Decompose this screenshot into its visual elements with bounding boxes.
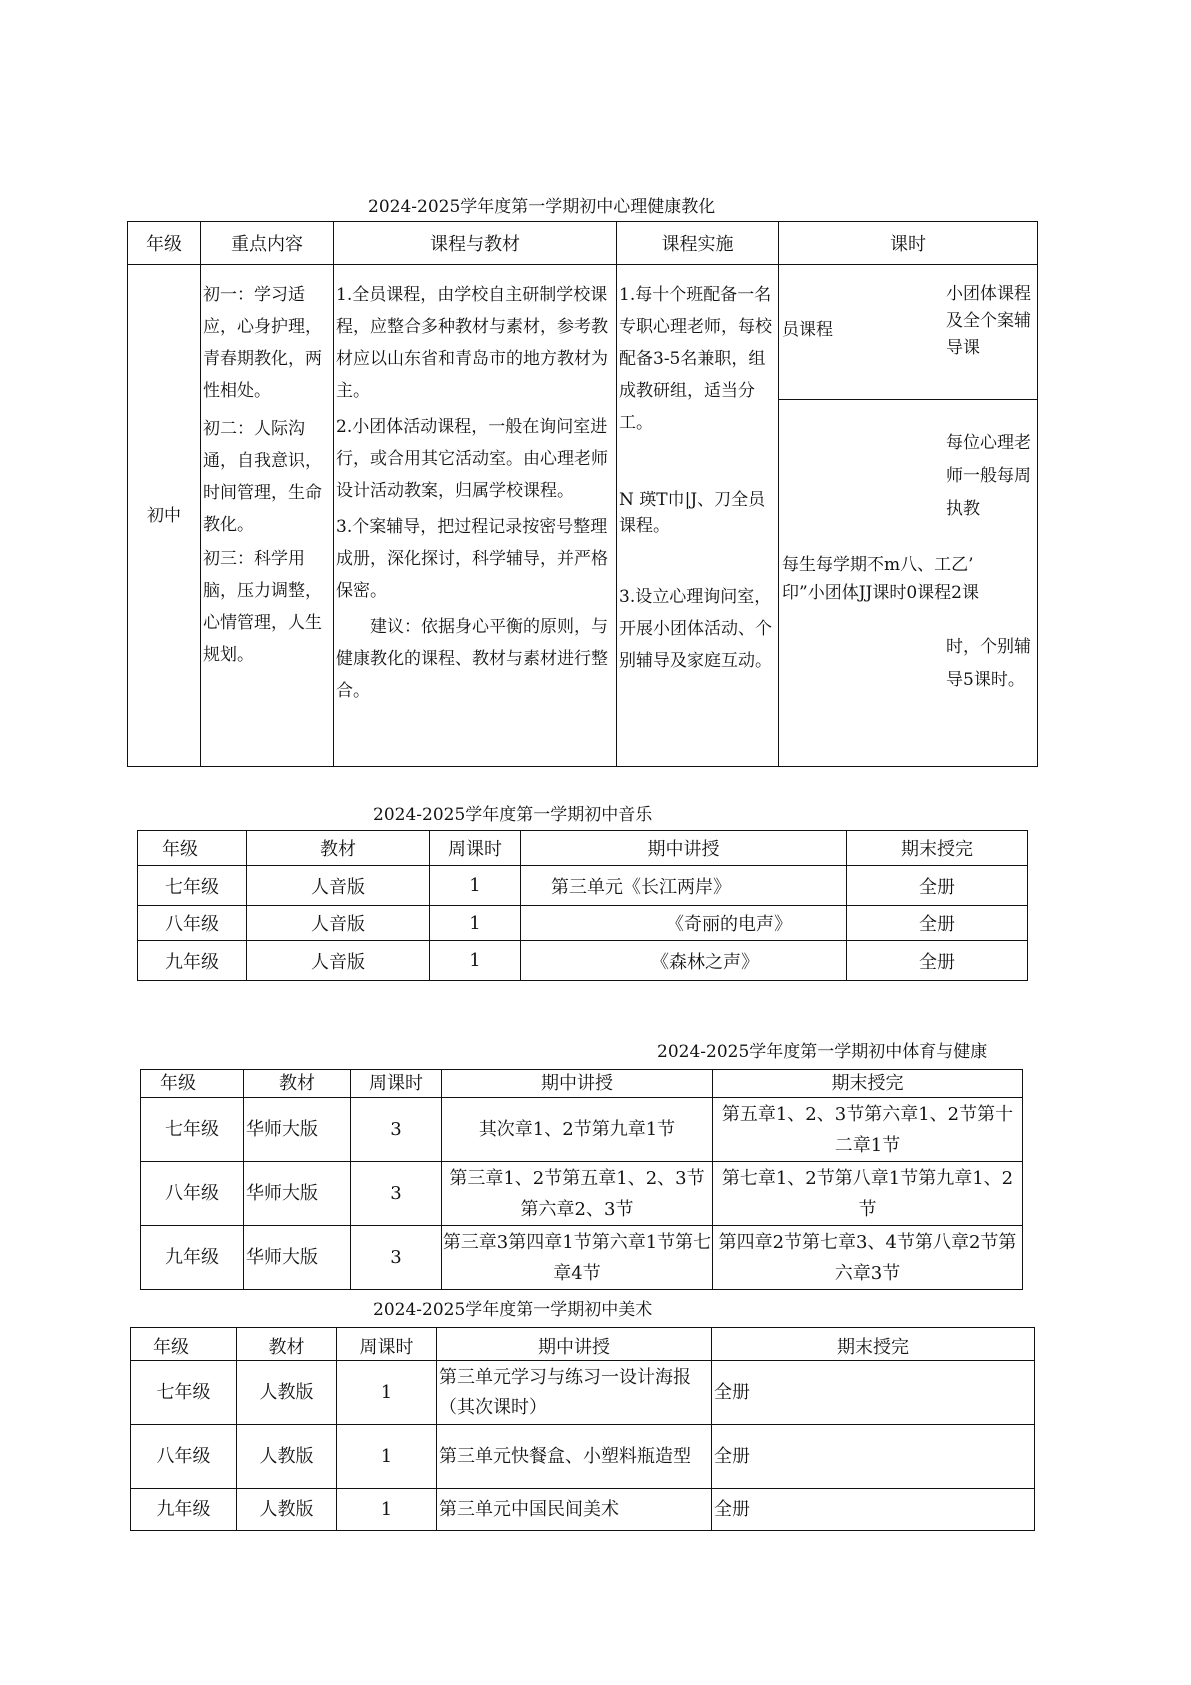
hours-top — [779, 265, 1037, 400]
table-row — [138, 866, 1028, 906]
hours-bottom-right: 时，个别辅导5课时。 — [946, 637, 1031, 690]
textbook-cell: 人音版 — [247, 906, 430, 941]
psych-title: 2024-2025学年度第一学期初中心理健康教化 — [368, 197, 716, 217]
weekly-hours-cell: 3 — [351, 1098, 442, 1162]
grade-label: 初中 — [147, 505, 181, 526]
midterm-cell: 第三章3第四章1节第六章1节第七章4节 — [442, 1226, 713, 1290]
curriculum-cell — [334, 265, 617, 767]
textbook-cell: 华师大版 — [244, 1226, 351, 1290]
weekly-hours-cell: 3 — [351, 1162, 442, 1226]
textbook-cell: 人教版 — [237, 1425, 337, 1489]
textbook-cell: 人教版 — [237, 1489, 337, 1531]
table-row — [131, 1361, 1035, 1425]
grade-cell: 九年级 — [141, 1226, 244, 1290]
implementation-cell — [617, 265, 779, 767]
final-cell: 全册 — [847, 866, 1028, 906]
midterm-cell: 第三单元学习与练习一设计海报（其次课时） — [437, 1361, 712, 1425]
music-table — [137, 830, 1028, 981]
textbook-cell: 华师大版 — [244, 1098, 351, 1162]
header-cell: 期中讲授 — [437, 1328, 712, 1361]
focus-item: 初二：人际沟通，自我意识，时间管理，生命教化。 — [203, 419, 322, 535]
textbook-cell: 人音版 — [247, 866, 430, 906]
header-cell: 年级 — [131, 1328, 237, 1361]
midterm-cell: 第三单元快餐盒、小塑料瓶造型 — [437, 1425, 712, 1489]
psych-table — [127, 221, 1042, 767]
grade-cell: 九年级 — [131, 1489, 237, 1531]
midterm-cell: 第三单元《长江两岸》 — [521, 866, 847, 906]
grade-cell: 七年级 — [138, 866, 247, 906]
hours-bottom-mid: 每生每学期不m八、工乙’ 印”小团体JJ课时0课程2课 — [782, 555, 1042, 603]
midterm-cell: 其次章1、2节第九章1节 — [442, 1098, 713, 1162]
header-cell: 年级 — [128, 222, 201, 265]
final-cell: 全册 — [847, 941, 1028, 981]
table-row — [131, 1489, 1035, 1531]
header-cell: 年级 — [141, 1070, 244, 1098]
focus-item: 初一：学习适应，心身护理，青春期教化，两性相处。 — [203, 285, 322, 401]
table-header-row — [141, 1070, 1023, 1098]
grade-cell: 八年级 — [131, 1425, 237, 1489]
table-header-row — [138, 831, 1028, 866]
grade-cell: 七年级 — [131, 1361, 237, 1425]
table-row — [128, 265, 1038, 767]
focus-item: 初三：科学用脑，压力调整，心情管理，人生规划。 — [203, 549, 322, 665]
implementation-item: N 瑛T巾|J、刀全员课程。 — [619, 490, 766, 536]
hours-bottom — [779, 401, 1042, 766]
weekly-hours-cell: 1 — [430, 941, 521, 981]
midterm-cell: 第三章1、2节第五章1、2、3节第六章2、3节 — [442, 1162, 713, 1226]
textbook-cell: 人音版 — [247, 941, 430, 981]
midterm-cell: 《森林之声》 — [521, 941, 847, 981]
final-cell: 第五章1、2、3节第六章1、2节第十二章1节 — [713, 1098, 1023, 1162]
table-header-row — [128, 222, 1038, 265]
grade-cell: 七年级 — [141, 1098, 244, 1162]
header-cell: 期中讲授 — [442, 1070, 713, 1098]
hours-bottom-right: 每位心理老师一般每周执教 — [946, 433, 1031, 519]
header-cell: 期末授完 — [713, 1070, 1023, 1098]
final-cell: 全册 — [712, 1425, 1035, 1489]
header-cell: 课时 — [779, 222, 1038, 265]
table-header-row — [131, 1328, 1035, 1361]
table-row — [138, 941, 1028, 981]
table-row — [138, 906, 1028, 941]
focus-cell — [201, 265, 334, 767]
weekly-hours-cell: 1 — [430, 866, 521, 906]
hours-top-right: 小团体课程及全个案辅导课 — [946, 284, 1031, 358]
final-cell: 全册 — [847, 906, 1028, 941]
final-cell: 第七章1、2节第八章1节第九章1、2节 — [713, 1162, 1023, 1226]
grade-cell — [128, 265, 201, 767]
header-cell: 教材 — [247, 831, 430, 866]
grade-cell: 八年级 — [141, 1162, 244, 1226]
pe-title: 2024-2025学年度第一学期初中体育与健康 — [657, 1042, 988, 1062]
grade-cell: 八年级 — [138, 906, 247, 941]
header-cell: 教材 — [237, 1328, 337, 1361]
header-cell: 期末授完 — [712, 1328, 1035, 1361]
header-cell: 重点内容 — [201, 222, 334, 265]
header-cell: 年级 — [138, 831, 247, 866]
pe-table — [140, 1069, 1023, 1290]
textbook-cell: 人教版 — [237, 1361, 337, 1425]
grade-cell: 九年级 — [138, 941, 247, 981]
header-cell: 周课时 — [337, 1328, 437, 1361]
weekly-hours-cell: 1 — [337, 1361, 437, 1425]
curriculum-item: 2.小团体活动课程，一般在询问室进行，或合用其它活动室。由心理老师设计活动教案，归属学校课程。 — [336, 417, 608, 501]
header-cell: 周课时 — [430, 831, 521, 866]
final-cell: 第四章2节第七章3、4节第八章2节第六章3节 — [713, 1226, 1023, 1290]
textbook-cell: 华师大版 — [244, 1162, 351, 1226]
header-cell: 周课时 — [351, 1070, 442, 1098]
curriculum-item: 3.个案辅导，把过程记录按密号整理成册，深化探讨，科学辅导，并严格保密。 — [336, 517, 608, 601]
art-table — [130, 1327, 1035, 1531]
header-cell: 期末授完 — [847, 831, 1028, 866]
music-title: 2024-2025学年度第一学期初中音乐 — [373, 805, 653, 825]
midterm-cell: 第三单元中国民间美术 — [437, 1489, 712, 1531]
header-cell: 教材 — [244, 1070, 351, 1098]
final-cell: 全册 — [712, 1489, 1035, 1531]
hours-top-left: 员课程 — [782, 320, 833, 340]
final-cell: 全册 — [712, 1361, 1035, 1425]
curriculum-item: 1.全员课程，由学校自主研制学校课程，应整合多种教材与素材，参考教材应以山东省和青岛市的地方教材为主。 — [336, 285, 608, 401]
implementation-item: 1.每十个班配备一名专职心理老师，每校配备3-5名兼职，组成教研组，适当分工。 — [619, 285, 772, 433]
header-cell: 期中讲授 — [521, 831, 847, 866]
table-row — [141, 1098, 1023, 1162]
midterm-cell: 《奇丽的电声》 — [521, 906, 847, 941]
table-row — [131, 1425, 1035, 1489]
table-row — [141, 1226, 1023, 1290]
curriculum-item: 建议：依据身心平衡的原则，与健康教化的课程、教材与素材进行整合。 — [336, 617, 608, 701]
weekly-hours-cell: 3 — [351, 1226, 442, 1290]
weekly-hours-cell: 1 — [430, 906, 521, 941]
art-title: 2024-2025学年度第一学期初中美术 — [373, 1300, 653, 1320]
table-row — [141, 1162, 1023, 1226]
header-cell: 课程实施 — [617, 222, 779, 265]
weekly-hours-cell: 1 — [337, 1489, 437, 1531]
weekly-hours-cell: 1 — [337, 1425, 437, 1489]
implementation-item: 3.设立心理询问室，开展小团体活动、个别辅导及家庭互动。 — [619, 587, 772, 671]
hours-cell — [779, 265, 1042, 767]
header-cell: 课程与教材 — [334, 222, 617, 265]
